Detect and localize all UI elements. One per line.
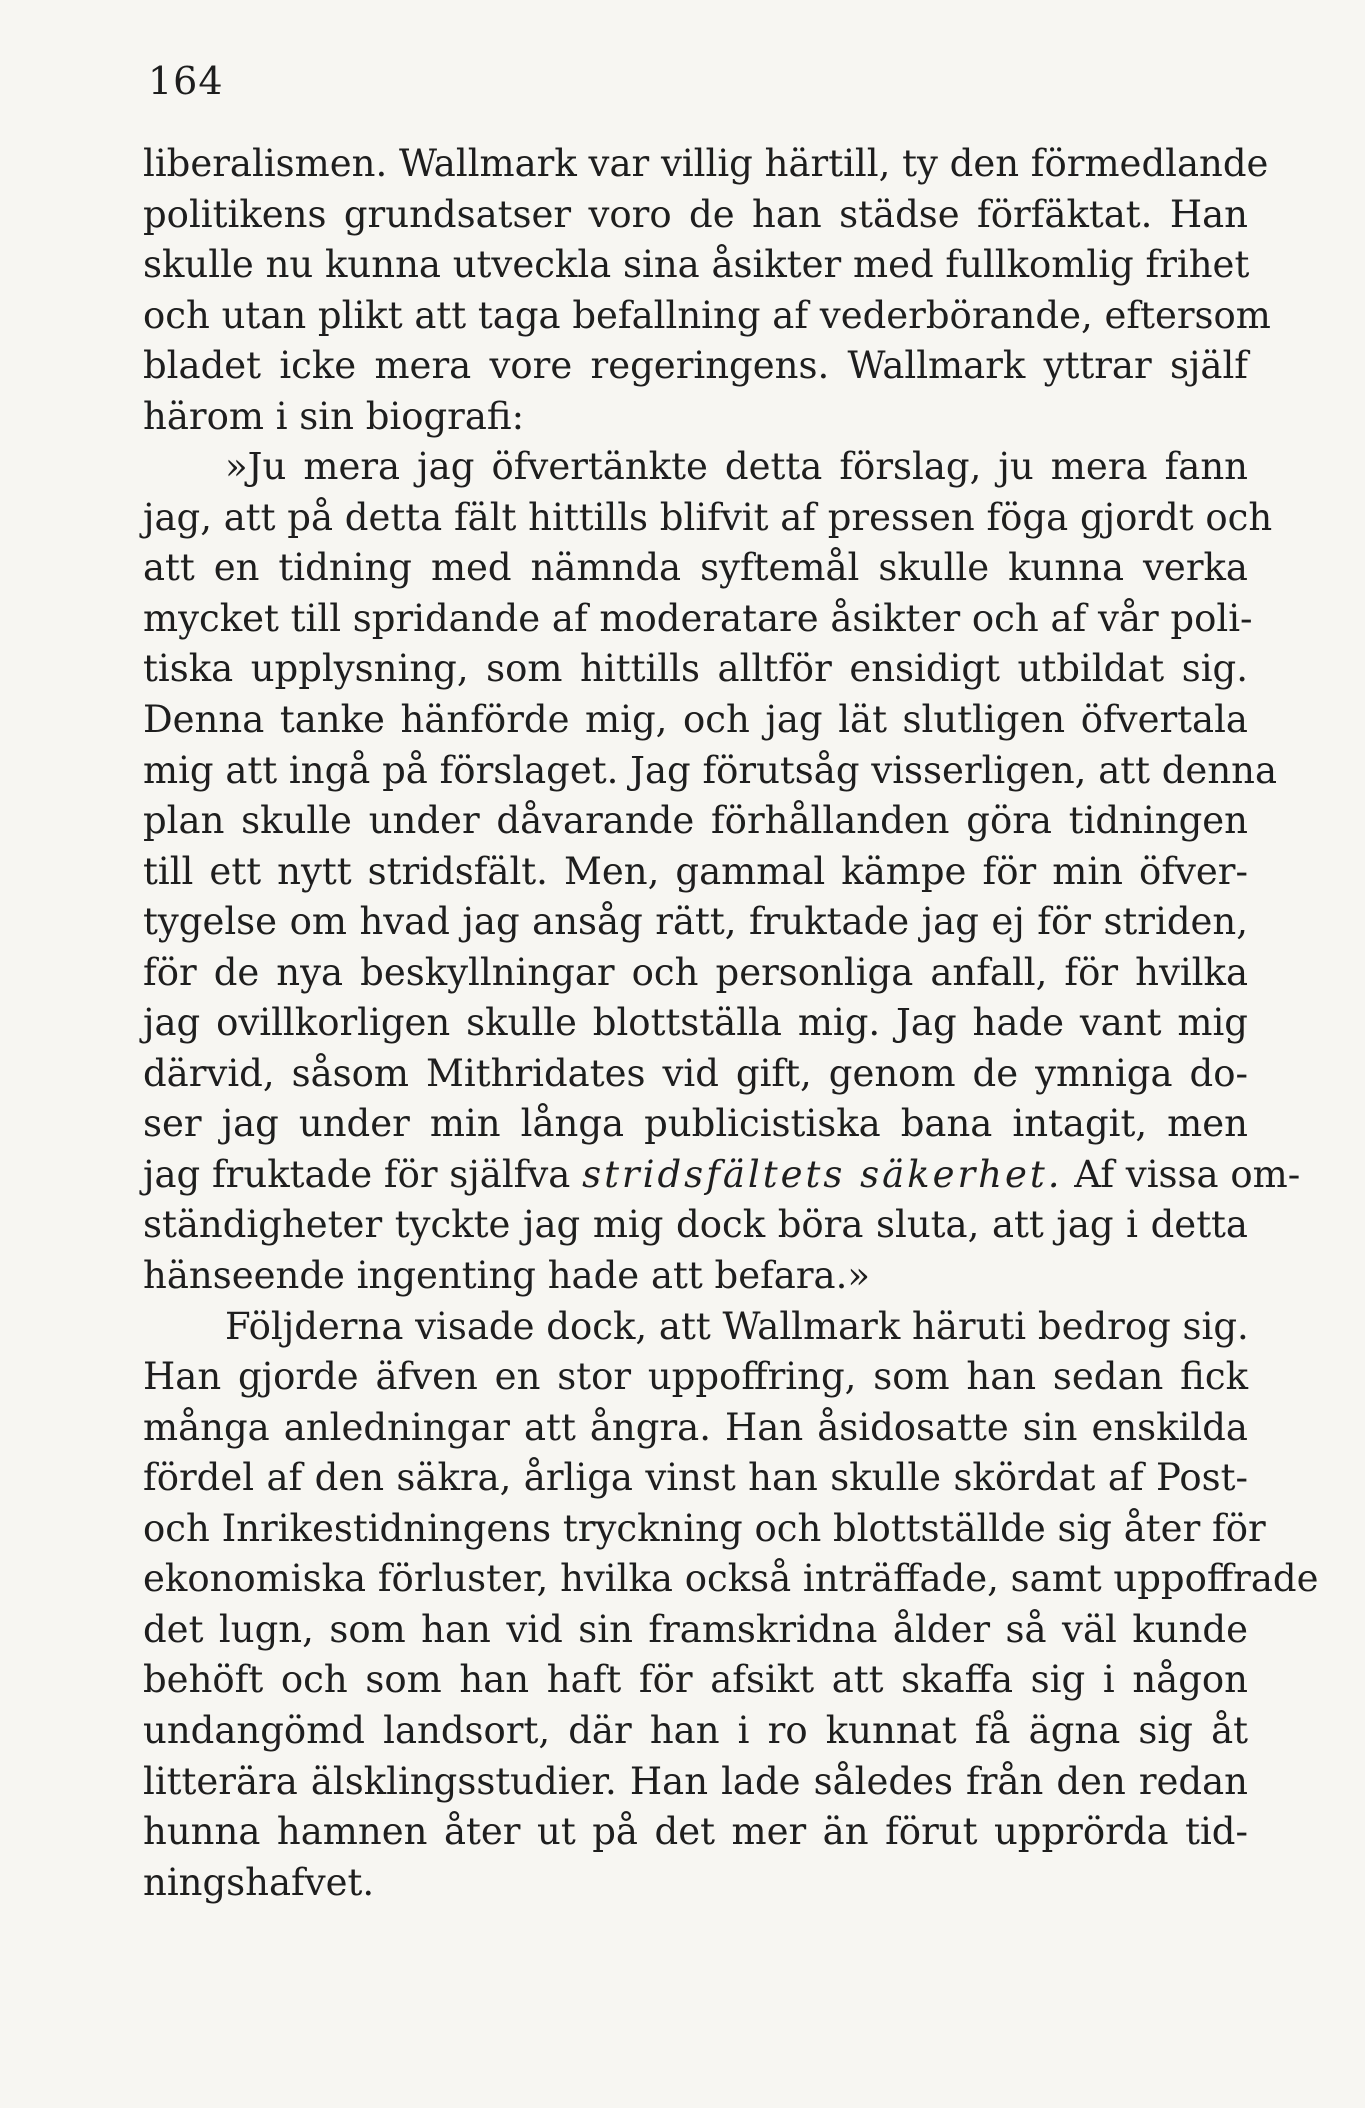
quote-line: plan skulle under dåvarande förhållanden göra tidningen <box>143 799 1248 843</box>
text-line: hunna hamnen åter ut på det mer än förut upprörda tid- <box>143 1810 1248 1854</box>
text-line: och Inrikestidningens tryckning och blottställde sig åter för <box>143 1506 1266 1550</box>
text-line: det lugn, som han vid sin framskridna ålder så väl kunde <box>143 1607 1248 1651</box>
quote-line: jag, att på detta fält hittills blifvit af pressen föga gjordt och <box>143 495 1273 539</box>
text-line: och utan plikt att taga befallning af vederbörande, eftersom <box>143 293 1271 337</box>
quote-line: för de nya beskyllningar och personliga anfall, för hvilka <box>143 950 1248 994</box>
text-line: politikens grundsatser voro de han städse förfäktat. Han <box>143 192 1248 236</box>
text-line: fördel af den säkra, årliga vinst han skulle skördat af Post- <box>143 1456 1248 1500</box>
text-line: skulle nu kunna utveckla sina åsikter med fullkomlig frihet <box>143 243 1250 287</box>
line-text-after: Af vissa om- <box>1062 1152 1301 1196</box>
quote-line: tygelse om hvad jag ansåg rätt, fruktade jag ej för striden, <box>143 900 1248 944</box>
text-line: bladet icke mera vore regeringens. Wallmark yttrar själf <box>143 344 1248 388</box>
line-text-before: jag fruktade för själfva <box>143 1152 583 1196</box>
emphasized-phrase: stridsfältets säkerhet. <box>582 1152 1063 1196</box>
text-line: ekonomiska förluster, hvilka också inträffade, samt uppoffrade <box>143 1557 1319 1601</box>
quote-line: till ett nytt stridsfält. Men, gammal kämpe för min öfver- <box>143 849 1248 893</box>
quote-line: ser jag under min långa publicistiska bana intagit, men <box>143 1102 1248 1146</box>
text-line: många anledningar att ångra. Han åsidosatte sin enskilda <box>143 1405 1248 1449</box>
quote-line: ständigheter tyckte jag mig dock böra sluta, att jag i detta <box>143 1203 1248 1247</box>
text-line: litterära älsklingsstudier. Han lade således från den redan <box>143 1759 1248 1803</box>
text-line: Han gjorde äfven en stor uppoffring, som han sedan fick <box>143 1355 1248 1399</box>
body-text <box>143 139 1319 1908</box>
quote-line: »Ju mera jag öfvertänkte detta förslag, ju mera fann <box>225 445 1248 489</box>
quote-line: tiska upplysning, som hittills alltför ensidigt utbildat sig. <box>143 647 1248 691</box>
quote-line: jag ovillkorligen skulle blottställa mig. Jag hade vant mig <box>143 1001 1248 1045</box>
page-number: 164 <box>148 59 224 103</box>
quote-line: därvid, såsom Mithridates vid gift, genom de ymniga do- <box>143 1051 1248 1095</box>
quote-line: Denna tanke hänförde mig, och jag lät slutligen öfvertala <box>143 698 1248 742</box>
text-line: behöft och som han haft för afsikt att skaffa sig i någon <box>143 1658 1248 1702</box>
quote-line: hänseende ingenting hade att befara.» <box>143 1254 870 1298</box>
text-line: undangömd landsort, där han i ro kunnat få ägna sig åt <box>143 1708 1248 1752</box>
quote-line: mig att ingå på förslaget. Jag förutsåg visserligen, att denna <box>143 748 1278 792</box>
quote-line-emphasis <box>143 1150 1301 1201</box>
text-line: Följderna visade dock, att Wallmark häruti bedrog sig. <box>225 1304 1249 1348</box>
quote-line: mycket till spridande af moderatare åsikter och af vår poli- <box>143 596 1253 640</box>
text-line: ningshafvet. <box>143 1860 375 1904</box>
text-line: liberalismen. Wallmark var villig härtill, ty den förmedlande <box>143 142 1269 185</box>
quote-line: att en tidning med nämnda syftemål skulle kunna verka <box>143 546 1248 590</box>
text-line: härom i sin biografi: <box>143 394 525 438</box>
